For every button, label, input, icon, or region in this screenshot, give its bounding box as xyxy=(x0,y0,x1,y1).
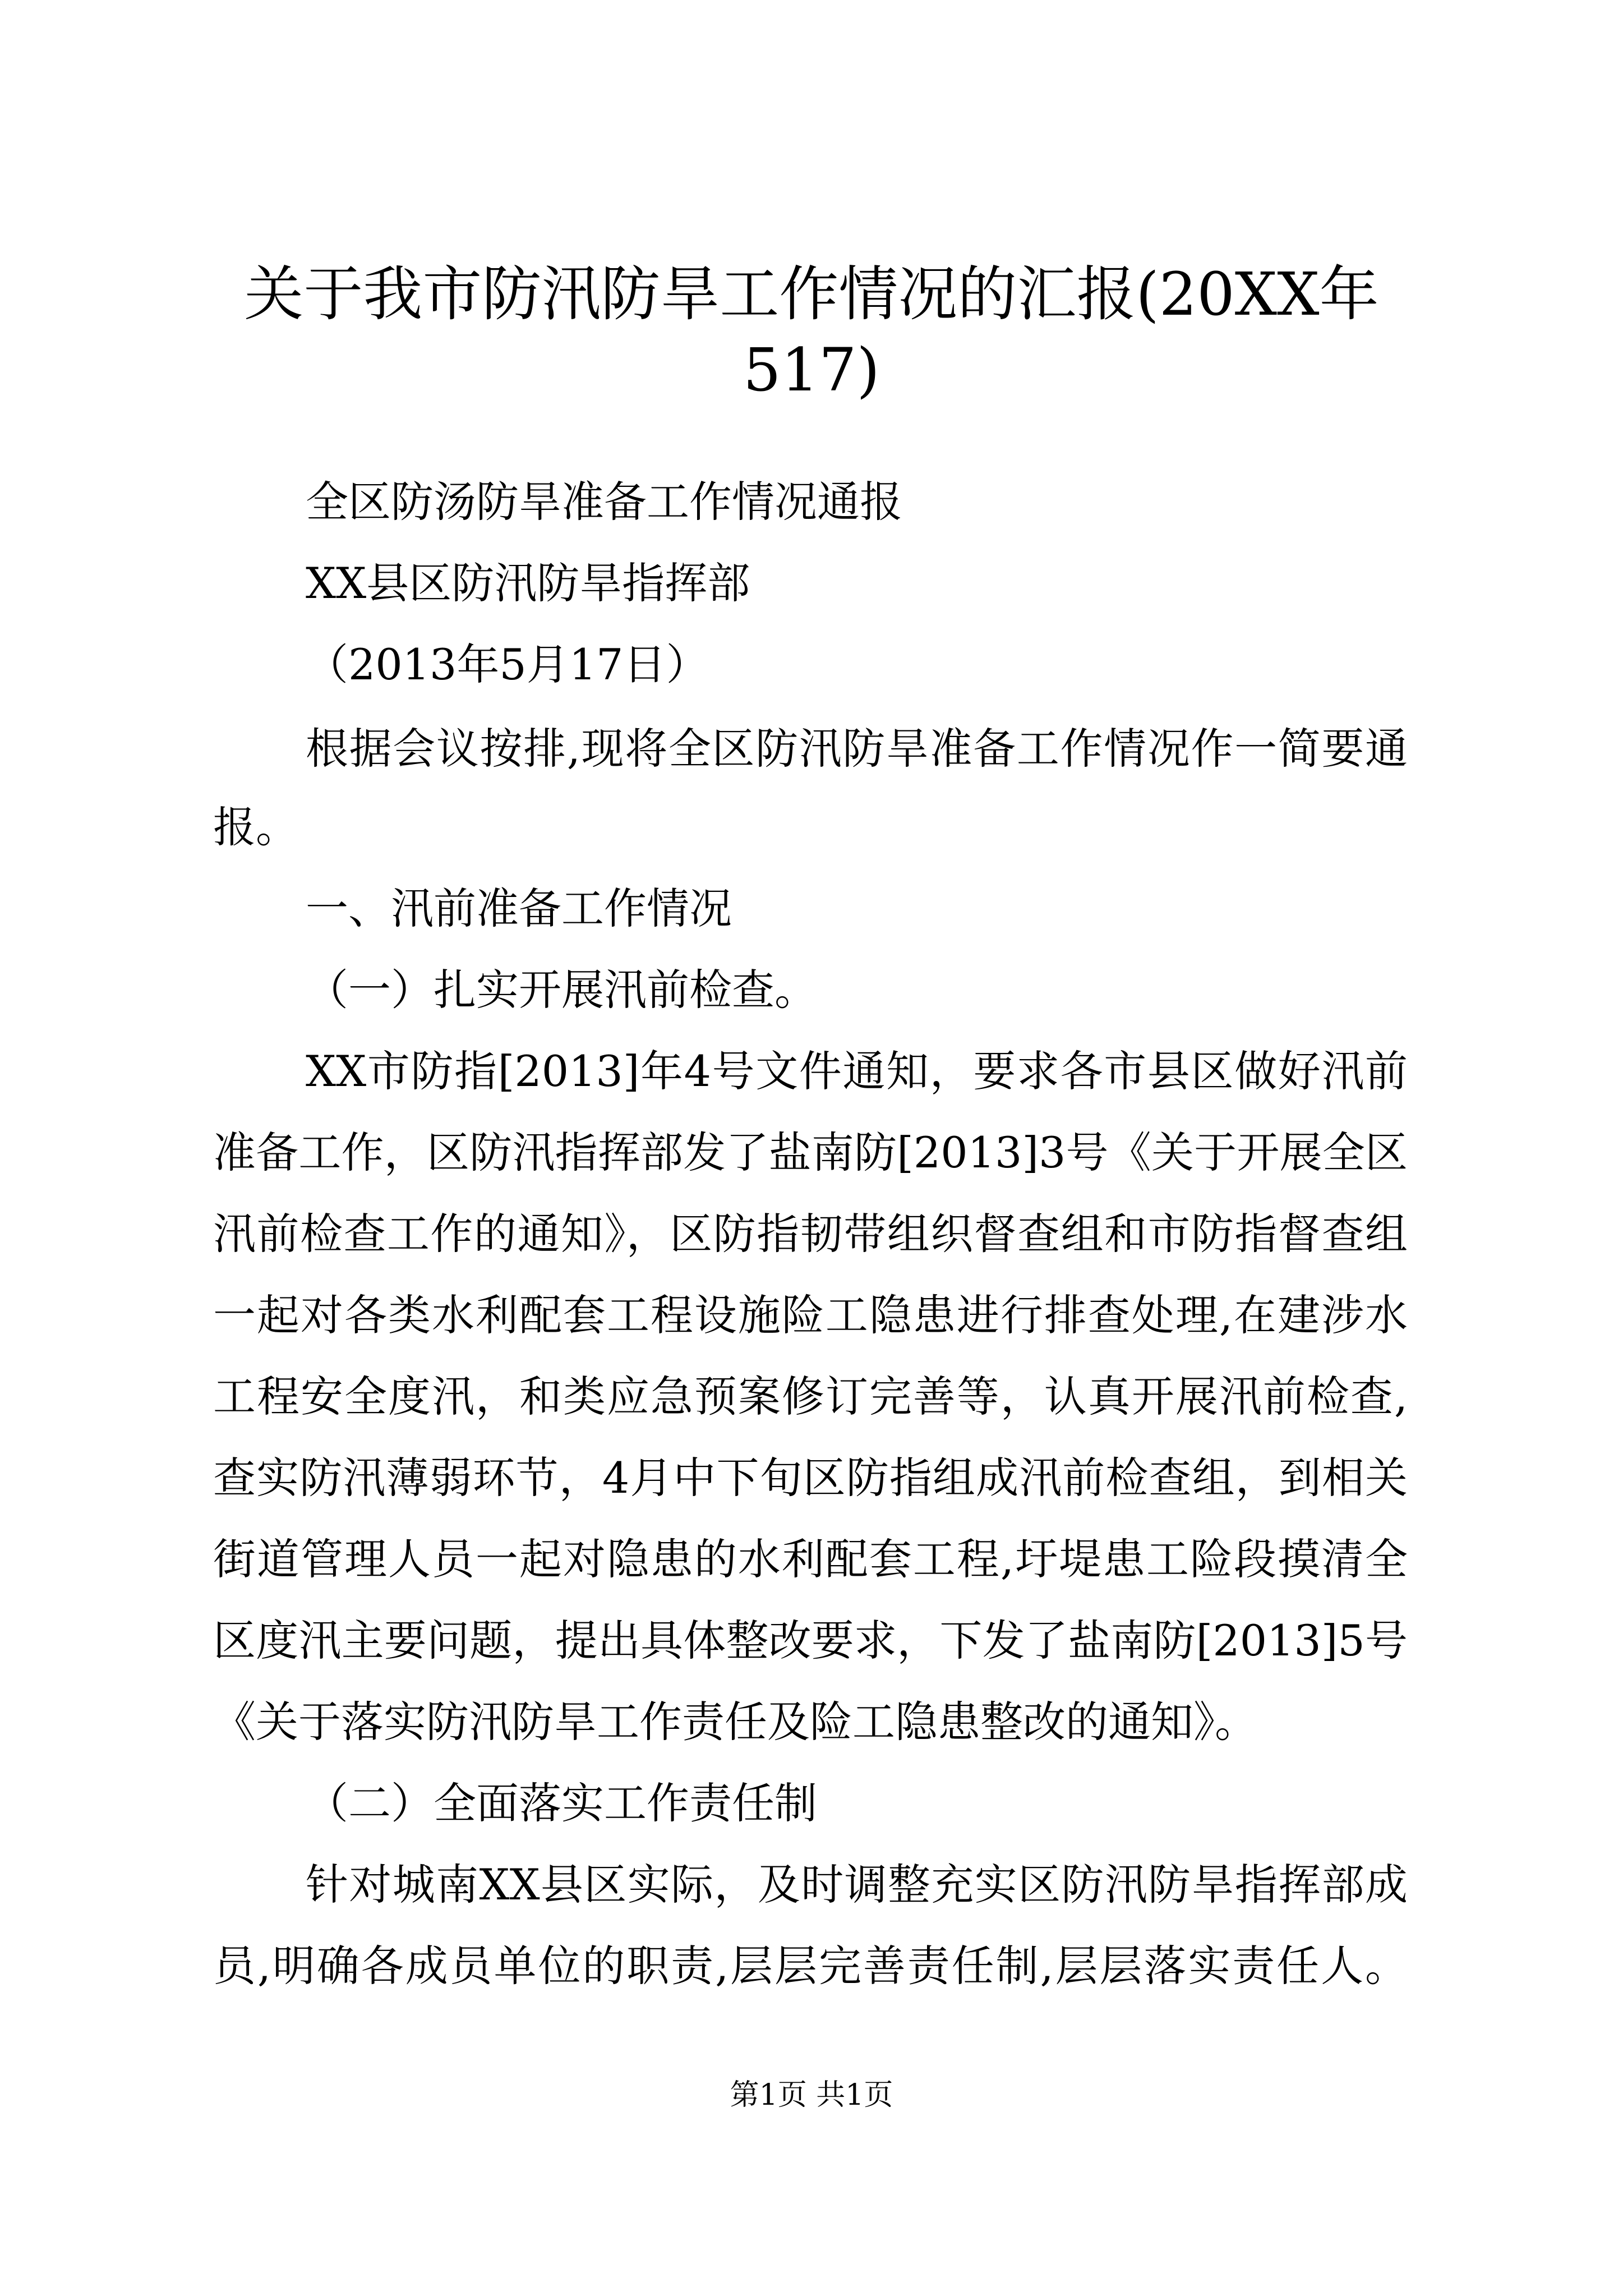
paragraph-line: 工程安全度汛，和类应急预案修订完善等，认真开展汛前检查, xyxy=(213,1372,1408,1421)
paragraph-line: 针对城南XX县区实际，及时调整充实区防汛防旱指挥部成 xyxy=(306,1860,1408,1910)
section-heading: 一、汛前准备工作情况 xyxy=(306,884,732,933)
paragraph-line: 街道管理人员一起对隐患的水利配套工程,圩堤患工险段摸清全 xyxy=(213,1534,1408,1584)
paragraph-line: XX市防指[2013]年4号文件通知，要求各市县区做好汛前 xyxy=(306,1046,1408,1096)
paragraph-line: 查实防汛薄弱环节，4月中下旬区防指组成汛前检查组，到相关 xyxy=(213,1453,1408,1503)
paragraph-line: 区度汛主要问题，提出具体整改要求，下发了盐南防[2013]5号 xyxy=(213,1616,1408,1665)
intro-paragraph-line: 报。 xyxy=(213,802,298,852)
issue-date: （2013年5月17日） xyxy=(306,639,709,689)
paragraph-line: 准备工作，区防汛指挥部发了盐南防[2013]3号《关于开展全区 xyxy=(213,1128,1408,1177)
paragraph-line: 员,明确各成员单位的职责,层层完善责任制,层层落实责任人。 xyxy=(213,1941,1408,1991)
subsection-heading: （一）扎实开展汛前检查。 xyxy=(306,965,817,1015)
paragraph-line: 汛前检查工作的通知》，区防指韧带组织督查组和市防指督查组 xyxy=(213,1209,1408,1259)
intro-paragraph-line: 根据会议按排,现将全区防汛防旱准备工作情况作一简要通 xyxy=(306,724,1408,774)
document-title-line-2: 517) xyxy=(743,335,880,404)
page-footer: 第1页 共1页 xyxy=(730,2078,893,2112)
subsection-heading: （二）全面落实工作责任制 xyxy=(306,1778,817,1828)
paragraph-line: 《关于落实防汛防旱工作责任及险工隐患整改的通知》。 xyxy=(213,1697,1257,1747)
paragraph-line: 一起对各类水利配套工程设施险工隐患进行排查处理,在建涉水 xyxy=(213,1290,1408,1340)
document-title-line-1: 关于我市防汛防旱工作情况的汇报(20XX年 xyxy=(244,260,1379,329)
notice-title: 全区防汤防旱准备工作情况通报 xyxy=(306,477,902,527)
issuing-organization: XX县区防汛防旱指挥部 xyxy=(306,558,750,608)
